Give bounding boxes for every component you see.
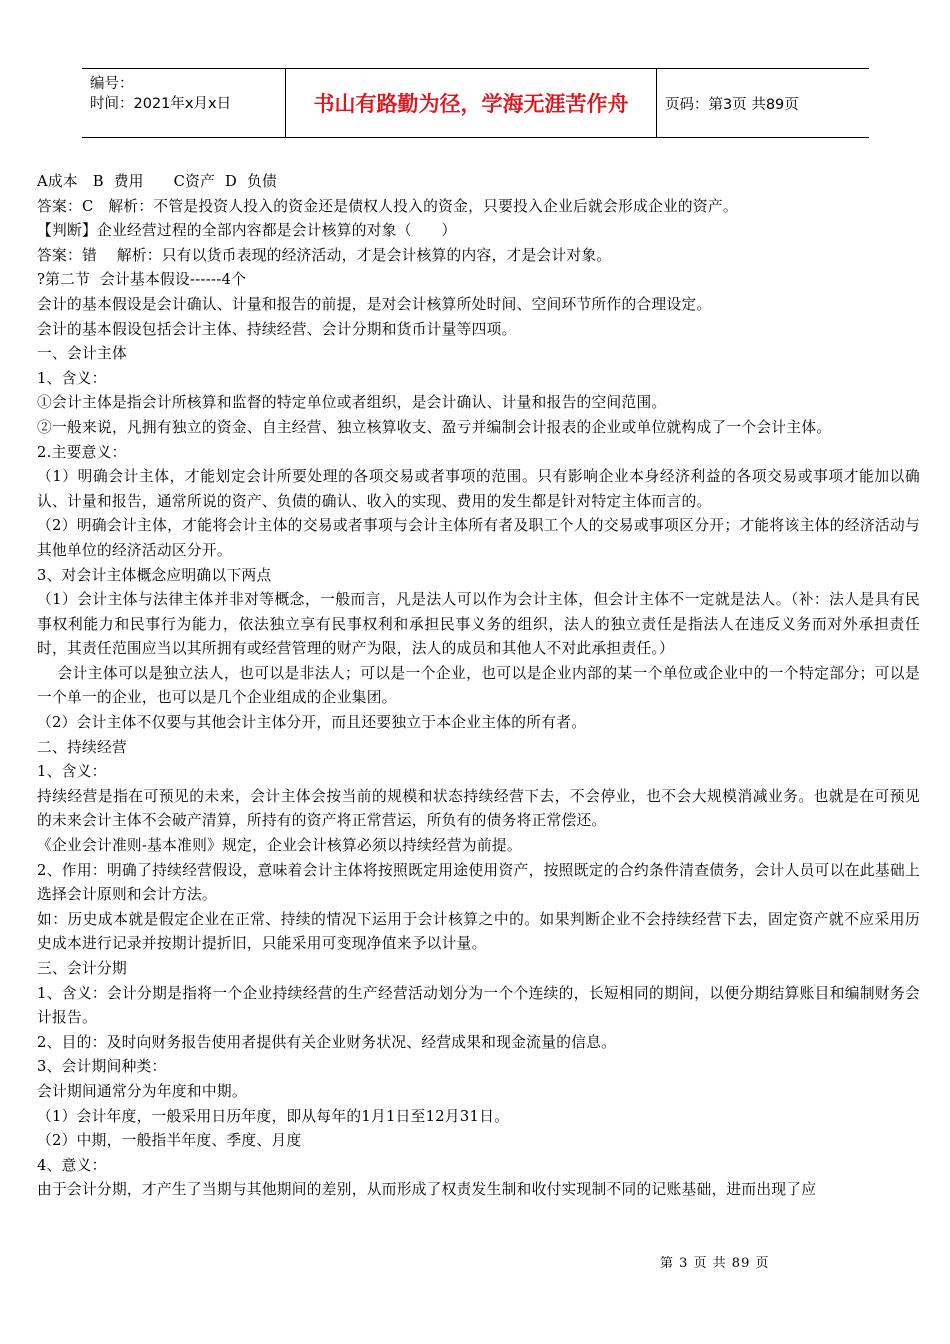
paragraph: ?第二节 会计基本假设------4个 bbox=[37, 271, 247, 289]
paragraph: A成本 B 费用 C资产 D 负债 bbox=[37, 173, 278, 190]
paragraph: （2）会计主体不仅要与其他会计主体分开，而且还要独立于本企业主体的所有者。 bbox=[37, 714, 587, 732]
document-time-label: 时间：2021年x月x日 bbox=[90, 96, 232, 112]
paragraph: 如：历史成本就是假定企业在正常、持续的情况下运用于会计核算之中的。如果判断企业不会持续经营下去，固定资产就不应采用历史成本进行记录并按期计提折旧，只能采用可变现净值来予以计量。 bbox=[37, 910, 920, 953]
paragraph: 持续经营是指在可预见的未来，会计主体会按当前的规模和状态持续经营下去，不会停业，也不会大规模消减业务。也就是在可预见的未来会计主体不会破产清算，所持有的资产将正常营运，所负有的债务将正常偿还。 bbox=[37, 787, 920, 830]
paragraph: （1）明确会计主体，才能划定会计所要处理的各项交易或者事项的范围。只有影响企业本身经济利益的各项交易或事项才能加以确认、计量和报告，通常所说的资产、负债的确认、收入的实现、费用的发生都是针对特定主体而言的。 bbox=[37, 468, 920, 510]
paragraph: 会计的基本假设包括会计主体、持续经营、会计分期和货币计量等四项。 bbox=[37, 320, 517, 338]
paragraph: 《企业会计准则-基本准则》规定，企业会计核算必须以持续经营为前提。 bbox=[37, 837, 522, 855]
paragraph: 2、作用：明确了持续经营假设，意味着会计主体将按照既定用途使用资产，按照既定的合约条件清查债务，会计人员可以在此基础上选择会计原则和会计方法。 bbox=[37, 861, 920, 904]
paragraph: 二、持续经营 bbox=[37, 738, 127, 756]
header-motto: 书山有路勤为径，学海无涯苦作舟 bbox=[285, 69, 657, 137]
paragraph: 【判断】企业经营过程的全部内容都是会计核算的对象（ ） bbox=[37, 222, 457, 240]
document-body bbox=[37, 170, 920, 1203]
paragraph: 1、含义： bbox=[37, 369, 107, 387]
paragraph: 3、会计期间种类： bbox=[37, 1058, 167, 1076]
paragraph: 4、意义： bbox=[37, 1156, 107, 1174]
paragraph: 一、会计主体 bbox=[37, 345, 127, 363]
paragraph: 三、会计分期 bbox=[37, 960, 127, 977]
paragraph: （1）会计年度，一般采用日历年度，即从每年的1月1日至12月31日。 bbox=[37, 1107, 510, 1125]
paragraph: ②一般来说，凡拥有独立的资金、自主经营、独立核算收支、盈亏并编制会计报表的企业或单位就构成了一个会计主体。 bbox=[37, 418, 832, 436]
page-header bbox=[82, 68, 869, 138]
page-footer: 第 3 页 共 89 页 bbox=[660, 1256, 770, 1271]
paragraph: 会计的基本假设是会计确认、计量和报告的前提，是对会计核算所处时间、空间环节所作的合理设定。 bbox=[37, 295, 712, 313]
paragraph: 答案：C 解析：不管是投资人投入的资金还是债权人投入的资金，只要投入企业后就会形成企业的资产。 bbox=[37, 197, 738, 215]
header-meta bbox=[82, 69, 285, 137]
paragraph: 3、对会计主体概念应明确以下两点 bbox=[37, 566, 272, 584]
header-page-number: 页码：第3页 共89页 bbox=[665, 96, 799, 113]
paragraph: （1）会计主体与法律主体并非对等概念，一般而言，凡是法人可以作为会计主体，但会计主体不一定就是法人。（补：法人是具有民事权利能力和民事行为能力，依法独立享有民事权利和承担民事义务的组织，法人的独立责任是指法人在违反义务而对外承担责任时，其责任范围应当以其所拥有或经营管理的财产为限，法人的成员和其他人不对此承担责任。） bbox=[37, 591, 920, 658]
paragraph: ①会计主体是指会计所核算和监督的特定单位或者组织，是会计确认、计量和报告的空间范围。 bbox=[37, 394, 667, 412]
paragraph: 会计主体可以是独立法人，也可以是非法人；可以是一个企业，也可以是企业内部的某一个单位或企业中的一个特定部分；可以是一个单一的企业，也可以是几个企业组成的企业集团。 bbox=[37, 664, 920, 707]
paragraph: 1、含义：会计分期是指将一个企业持续经营的生产经营活动划分为一个个连续的，长短相同的期间，以便分期结算账目和编制财务会计报告。 bbox=[37, 984, 920, 1027]
paragraph: 2.主要意义： bbox=[37, 443, 127, 461]
paragraph: 2、目的：及时向财务报告使用者提供有关企业财务状况、经营成果和现金流量的信息。 bbox=[37, 1033, 617, 1051]
paragraph: （2）中期，一般指半年度、季度、月度 bbox=[37, 1132, 302, 1150]
paragraph: 答案：错 解析：只有以货币表现的经济活动，才是会计核算的内容，才是会计对象。 bbox=[37, 246, 612, 264]
document-number-label: 编号： bbox=[90, 76, 134, 92]
paragraph: 会计期间通常分为年度和中期。 bbox=[37, 1082, 247, 1100]
paragraph: 1、含义： bbox=[37, 763, 107, 781]
paragraph: 由于会计分期，才产生了当期与其他期间的差别，从而形成了权责发生制和收付实现制不同的记账基础，进而出现了应 bbox=[37, 1181, 817, 1199]
paragraph: （2）明确会计主体，才能将会计主体的交易或者事项与会计主体所有者及职工个人的交易或事项区分开；才能将该主体的经济活动与其他单位的经济活动区分开。 bbox=[37, 517, 920, 559]
